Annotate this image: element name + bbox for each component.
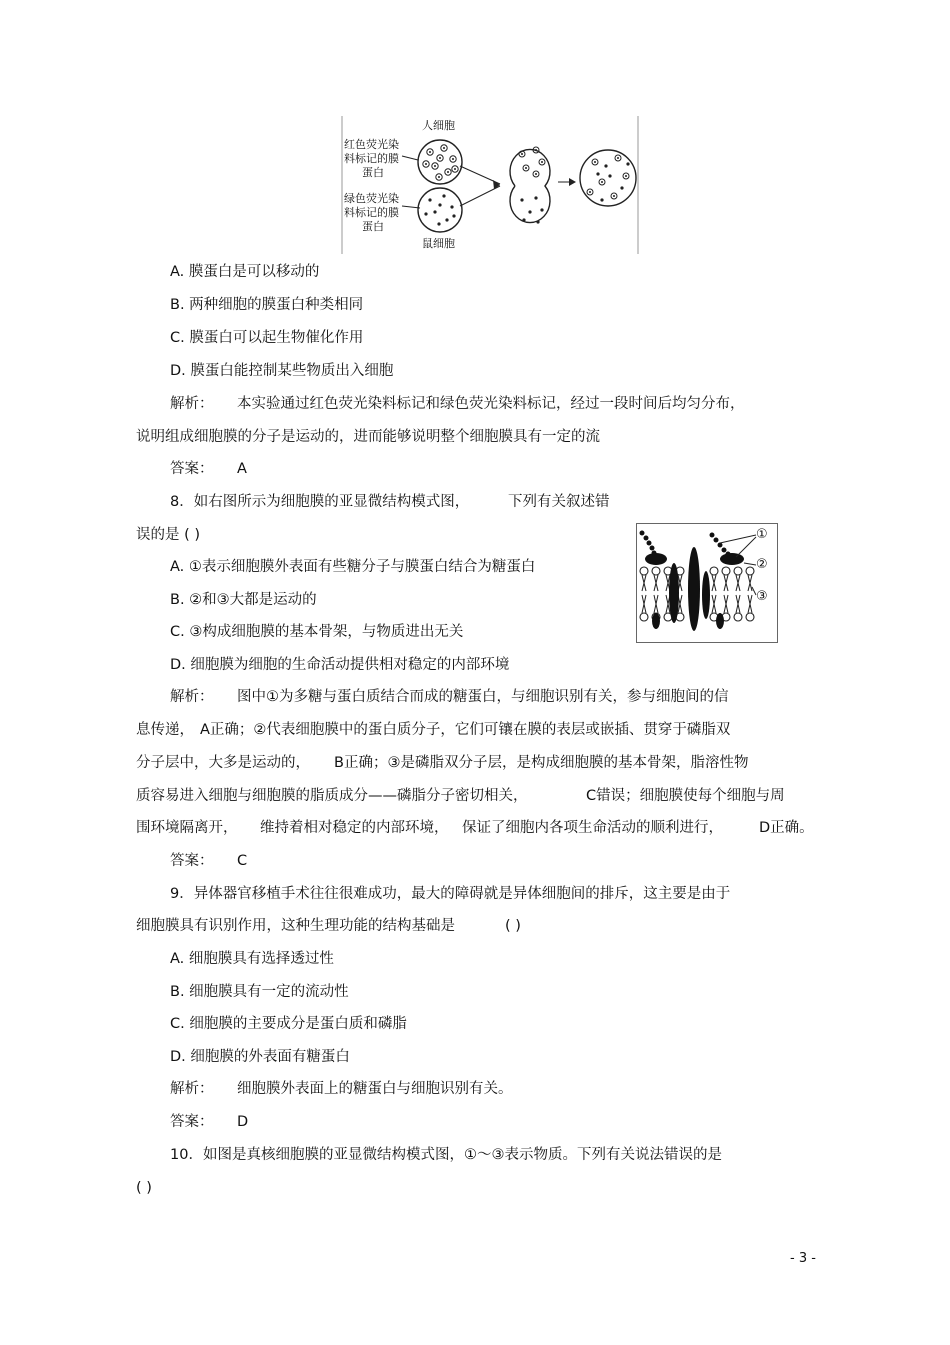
q9-option-a: A. 细胞膜具有选择透过性 bbox=[170, 951, 334, 967]
q7-analysis-line-1: 本实验通过红色荧光染料标记和绿色荧光染料标记，经过一段时间后均匀分布， bbox=[237, 396, 745, 412]
q8-analysis-line-3a: 分子层中，大多是运动的， bbox=[136, 755, 310, 771]
q9-answer-label: 答案： bbox=[170, 1114, 214, 1130]
q7-option-a: A. 膜蛋白是可以移动的 bbox=[170, 264, 320, 280]
q7-answer: A bbox=[237, 461, 247, 477]
label-green-1: 绿色荧光染 bbox=[344, 192, 399, 205]
q7-analysis-label: 解析： bbox=[170, 396, 214, 412]
q8-option-b: B. ②和③大都是运动的 bbox=[170, 592, 317, 608]
q7-option-c: C. 膜蛋白可以起生物催化作用 bbox=[170, 330, 364, 346]
q8-stem-1a: 8．如右图所示为细胞膜的亚显微结构模式图， bbox=[170, 494, 470, 510]
q8-analysis-line-5c: 保证了细胞内各项生命活动的顺利进行， bbox=[462, 820, 723, 836]
q9-analysis-line-1: 细胞膜外表面上的糖蛋白与细胞识别有关。 bbox=[237, 1081, 513, 1097]
q9-answer: D bbox=[237, 1114, 249, 1130]
transmembrane-protein bbox=[669, 563, 679, 623]
label-human-cell: 人细胞 bbox=[422, 119, 455, 132]
q8-stem-1b: 下列有关叙述错 bbox=[508, 494, 610, 510]
q8-answer-label: 答案： bbox=[170, 853, 214, 869]
mouse-cell bbox=[418, 188, 462, 232]
q9-option-c: C. 细胞膜的主要成分是蛋白质和磷脂 bbox=[170, 1016, 407, 1032]
human-cell bbox=[418, 140, 462, 184]
q9-option-b: B. 细胞膜具有一定的流动性 bbox=[170, 984, 349, 1000]
q8-analysis-line-2b: A正确；②代表细胞膜中的蛋白质分子，它们可镶在膜的表层或嵌插、贯穿于磷脂双 bbox=[200, 722, 731, 738]
label-red-2: 料标记的膜 bbox=[344, 152, 399, 165]
q8-analysis-line-3b: B正确；③是磷脂双分子层，是构成细胞膜的基本骨架，脂溶性物 bbox=[334, 755, 749, 771]
q8-option-a: A. ①表示细胞膜外表面有些糖分子与膜蛋白结合为糖蛋白 bbox=[170, 559, 536, 575]
q8-option-d: D. 细胞膜为细胞的生命活动提供相对稳定的内部环境 bbox=[170, 657, 510, 673]
mark-1: ① bbox=[756, 527, 768, 542]
q8-answer: C bbox=[237, 853, 248, 869]
label-mouse-cell: 鼠细胞 bbox=[422, 237, 455, 250]
q8-analysis-line-1: 图中①为多糖与蛋白质结合而成的糖蛋白，与细胞识别有关，参与细胞间的信 bbox=[237, 689, 729, 705]
label-green-2: 料标记的膜 bbox=[344, 206, 399, 219]
q7-option-b: B. 两种细胞的膜蛋白种类相同 bbox=[170, 297, 364, 313]
q8-analysis-line-4b: C错误；细胞膜使每个细胞与周 bbox=[586, 788, 785, 804]
q9-option-d: D. 细胞膜的外表面有糖蛋白 bbox=[170, 1049, 350, 1065]
q8-analysis-label: 解析： bbox=[170, 689, 214, 705]
q9-stem-2a: 细胞膜具有识别作用，这种生理功能的结构基础是 bbox=[136, 918, 455, 934]
q8-option-c: C. ③构成细胞膜的基本骨架，与物质进出无关 bbox=[170, 624, 464, 640]
cell-fusion-diagram bbox=[340, 116, 640, 254]
q9-stem-2b: ( ) bbox=[505, 918, 521, 934]
q7-option-d: D. 膜蛋白能控制某些物质出入细胞 bbox=[170, 363, 394, 379]
q10-stem-1: 10．如图是真核细胞膜的亚显微结构模式图，①～③表示物质。下列有关说法错误的是 bbox=[170, 1147, 722, 1163]
q8-analysis-line-5b: 维持着相对稳定的内部环境， bbox=[260, 820, 449, 836]
q9-analysis-label: 解析： bbox=[170, 1081, 214, 1097]
q7-answer-label: 答案： bbox=[170, 461, 214, 477]
label-red-1: 红色荧光染 bbox=[344, 138, 399, 151]
transmembrane-protein-long bbox=[688, 547, 700, 631]
label-red-3: 蛋白 bbox=[362, 166, 384, 179]
q10-stem-2: ( ) bbox=[136, 1180, 152, 1196]
page-number: - 3 - bbox=[790, 1251, 816, 1266]
surface-protein bbox=[645, 553, 667, 565]
mark-3: ③ bbox=[756, 589, 768, 604]
q8-analysis-line-4a: 质容易进入细胞与细胞膜的脂质成分——磷脂分子密切相关， bbox=[136, 788, 528, 804]
membrane-structure-figure bbox=[636, 523, 778, 643]
mark-2: ② bbox=[756, 557, 768, 572]
label-green-3: 蛋白 bbox=[362, 220, 384, 233]
q8-analysis-line-5d: D正确。 bbox=[759, 820, 814, 836]
q7-analysis-line-2: 说明组成细胞膜的分子是运动的，进而能够说明整个细胞膜具有一定的流 bbox=[136, 429, 600, 445]
q8-stem-2: 误的是 ( ) bbox=[136, 527, 201, 543]
q8-analysis-line-5a: 围环境隔离开， bbox=[136, 820, 238, 836]
q9-stem-1: 9．异体器官移植手术往往很难成功，最大的障碍就是异体细胞间的排斥，这主要是由于 bbox=[170, 886, 731, 902]
q8-analysis-line-2a: 息传递， bbox=[136, 722, 194, 738]
cell-fusion-figure bbox=[340, 116, 640, 254]
